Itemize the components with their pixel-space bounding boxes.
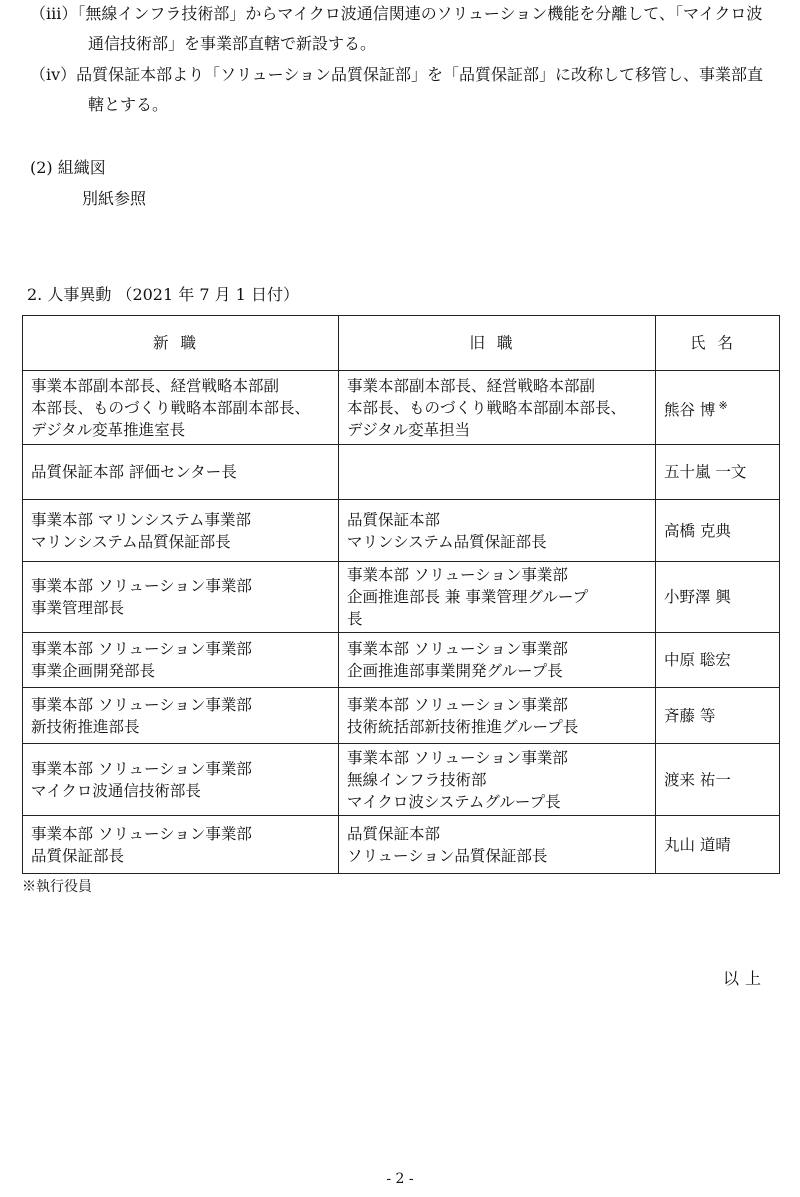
org-chart-reference: 別紙参照	[82, 189, 147, 208]
person-name-cell	[656, 816, 780, 874]
old-post-cell	[339, 562, 656, 633]
person-name: 渡来 祐一	[664, 770, 731, 789]
post-line: 事業本部 ソリューション事業部	[347, 640, 568, 658]
item-iv-line1: （ⅳ）品質保証本部より「ソリューション品質保証部」を「品質保証部」に改称して移管し、事業部直	[30, 65, 764, 84]
personnel-table	[22, 315, 780, 874]
person-name: 五十嵐 一文	[664, 463, 747, 481]
new-post-cell	[23, 816, 339, 874]
table-row	[23, 445, 780, 500]
new-post-cell	[23, 445, 339, 500]
old-post-cell	[339, 744, 656, 816]
post-line: マリンシステム品質保証部長	[347, 532, 547, 551]
post-line: 本部長、ものづくり戦略本部副本部長、	[31, 398, 311, 417]
table-row	[23, 633, 780, 688]
post-line: 事業本部 ソリューション事業部	[31, 759, 252, 778]
person-name-cell	[656, 500, 780, 562]
table-row	[23, 500, 780, 562]
old-post-cell	[339, 816, 656, 874]
post-line: 技術統括部新技術推進グループ長	[347, 717, 579, 736]
post-line: 企画推進部長 兼 事業管理グループ	[347, 588, 589, 606]
table-row	[23, 562, 780, 633]
table-row	[23, 744, 780, 816]
page-number: - 2 -	[386, 1171, 414, 1187]
person-name: 高橋 克典	[664, 521, 731, 540]
post-line: 品質保証本部	[347, 510, 441, 529]
table-row	[23, 816, 780, 874]
person-name-cell	[656, 744, 780, 816]
post-line: 事業本部 ソリューション事業部	[31, 824, 252, 843]
new-post-cell	[23, 633, 339, 688]
post-line: マリンシステム品質保証部長	[31, 532, 231, 551]
post-line: デジタル変革担当	[347, 420, 471, 439]
executive-officer-mark: ※	[718, 398, 728, 412]
new-post-cell	[23, 371, 339, 445]
post-line: 事業本部 ソリューション事業部	[31, 640, 252, 658]
old-post-cell	[339, 445, 656, 500]
person-name: 丸山 道晴	[664, 835, 731, 854]
person-name-cell	[656, 445, 780, 500]
personnel-table-body	[23, 371, 780, 874]
post-line: 事業本部 ソリューション事業部	[31, 695, 252, 714]
post-line: マイクロ波通信技術部長	[31, 781, 201, 800]
header-name: 氏名	[656, 316, 780, 371]
post-line: 品質保証本部 評価センター長	[31, 463, 237, 481]
item-iii-line2: 通信技術部」を事業部直轄で新設する。	[88, 34, 377, 53]
old-post-cell	[339, 500, 656, 562]
person-name: 熊谷 博	[664, 400, 716, 419]
post-line: 無線インフラ技術部	[347, 770, 487, 789]
header-new-post: 新職	[23, 316, 339, 371]
person-name: 小野澤 興	[664, 588, 731, 606]
new-post-cell	[23, 688, 339, 744]
post-line: 事業本部 ソリューション事業部	[347, 695, 568, 714]
old-post-cell	[339, 633, 656, 688]
person-name-cell	[656, 688, 780, 744]
post-line: ソリューション品質保証部長	[347, 846, 548, 865]
new-post-cell	[23, 744, 339, 816]
old-post-cell	[339, 688, 656, 744]
old-post-cell	[339, 371, 656, 445]
post-line: 品質保証本部	[347, 824, 441, 843]
person-name: 中原 聡宏	[664, 651, 731, 669]
footnote: ※執行役員	[22, 879, 92, 895]
new-post-cell	[23, 562, 339, 633]
closing-mark: 以上	[723, 969, 768, 988]
post-line: 事業本部副本部長、経営戦略本部副	[347, 376, 596, 395]
post-line: 事業企画開発部長	[31, 662, 156, 680]
table-header-row	[23, 316, 780, 371]
post-line: デジタル変革推進室長	[31, 420, 186, 439]
table-row	[23, 688, 780, 744]
new-post-cell	[23, 500, 339, 562]
post-line: 企画推進部事業開発グループ長	[347, 662, 563, 680]
post-line: 品質保証部長	[31, 846, 125, 865]
personnel-changes-heading: 2. 人事異動 （2021 年 7 月 1 日付）	[27, 285, 299, 304]
item-iv-line2: 轄とする。	[88, 95, 169, 114]
post-line: 事業本部副本部長、経営戦略本部副	[31, 376, 280, 395]
post-line: 事業本部 マリンシステム事業部	[31, 510, 251, 529]
header-old-post: 旧職	[339, 316, 656, 371]
org-chart-heading: (2) 組織図	[30, 158, 106, 177]
person-name-cell	[656, 562, 780, 633]
person-name-cell	[656, 371, 780, 445]
post-line: 新技術推進部長	[31, 717, 140, 736]
post-line: 事業管理部長	[31, 599, 125, 617]
post-line: 事業本部 ソリューション事業部	[347, 748, 568, 767]
person-name-cell	[656, 633, 780, 688]
post-line: 本部長、ものづくり戦略本部副本部長、	[347, 398, 627, 417]
item-iii-line1: （ⅲ）「無線インフラ技術部」からマイクロ波通信関連のソリューション機能を分離して、「マイクロ波	[30, 4, 763, 23]
person-name: 斉藤 等	[664, 706, 716, 725]
table-row	[23, 371, 780, 445]
post-line: マイクロ波システムグループ長	[347, 792, 561, 811]
post-line: 事業本部 ソリューション事業部	[31, 577, 252, 595]
post-line: 事業本部 ソリューション事業部	[347, 566, 568, 584]
post-line: 長	[347, 610, 363, 628]
